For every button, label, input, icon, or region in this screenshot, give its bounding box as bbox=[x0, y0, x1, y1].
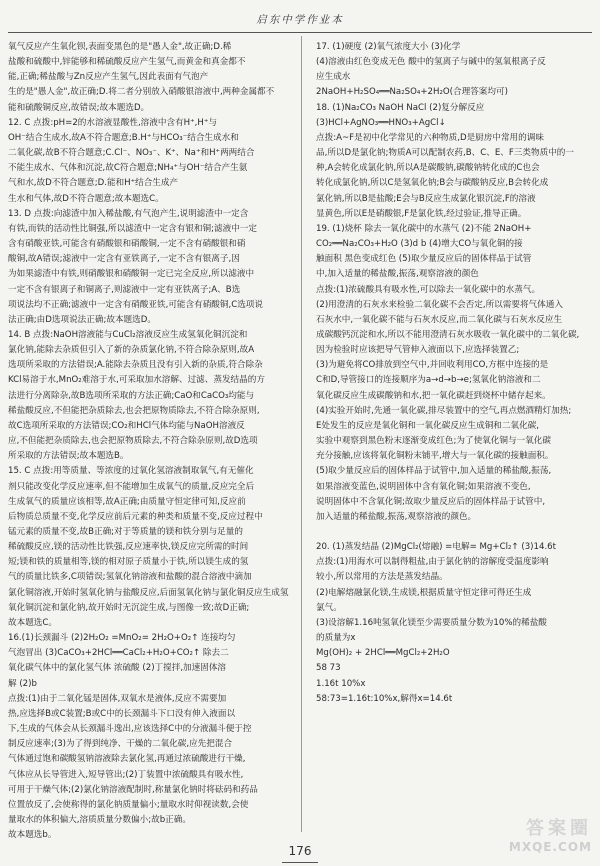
text-line: 短;镁和铁的质量相等,镁的相对原子质量小于铁,所以镁生成的氢 bbox=[8, 557, 249, 568]
text-line: (3)设溶解1.16吨氢氧化镁至少需要质量分数为10%的稀盐酸 bbox=[316, 617, 547, 628]
text-line: 为如果滤渣中有铁,则硝酸银和硝酸铜一定已完全反应,所以滤液中 bbox=[8, 269, 255, 280]
text-line: KCl易溶于水,MnO₂难溶于水,可采取加水溶解、过滤、蒸发结晶的方 bbox=[8, 375, 265, 386]
text-line: 转化成氯化钠,所以C是氢氧化钠;B会与碳酸钠反应,B会转化成 bbox=[316, 178, 549, 189]
text-line: 气和水,故D不符合题意;D.能和H⁺结合生成产 bbox=[8, 178, 179, 189]
text-line: 项说法均不正确;滤液中一定含有硝酸亚铁,可能含有硝酸铜,C选项说 bbox=[8, 299, 263, 310]
text-line: 2NaOH+H₂SO₄══Na₂SO₄+2H₂O(合理答案均可) bbox=[316, 87, 508, 98]
text-line: 58 73 bbox=[316, 663, 341, 674]
page-number: 176 bbox=[288, 844, 312, 858]
text-line: 因为检验时应该把导气管伸入液面以下,应选择装置乙; bbox=[316, 345, 520, 356]
page-number-rule bbox=[282, 862, 318, 863]
text-line: (2)电解熔融氯化镁,生成镁,根据质量守恒定律可得还生成 bbox=[316, 587, 532, 598]
left-column bbox=[8, 40, 289, 841]
text-line: 所采取的方法错误;故本题选B。 bbox=[8, 451, 129, 462]
text-line: CO₂══Na₂CO₃+H₂O (3)d b (4)增大CO与氧化铜的接 bbox=[316, 239, 523, 250]
text-line: 1.16t 10%x bbox=[316, 678, 366, 689]
text-line: 种,A会转化成氯化钠,所以A是碳酸钠,碳酸钠转化成的C也会 bbox=[316, 163, 540, 174]
text-line: OH⁻结合生成水,故A不符合题意;B.H⁺与HCO₃⁻结合生成水和 bbox=[8, 132, 239, 143]
text-line: 触面积 黑色变成红色 (5)取少量反应后的固体样品于试管 bbox=[316, 254, 532, 265]
text-line: 品,所以D是氯化钠;物质A可以配制农药,B、C、E、F三类物质中的一 bbox=[316, 148, 574, 159]
text-line: 位置放反了,会使称得的氯化钠质量偏小;量取水时仰视读数,会使 bbox=[8, 799, 249, 810]
text-line: 氧化碳反应生成碳酸钠和水,把一氧化碳赶到烧杯中储存起来。 bbox=[316, 390, 551, 401]
text-line: 成碳酸钙沉淀和水,所以不能用澄清石灰水吸收一氧化碳中的二氧化碳, bbox=[316, 329, 580, 340]
text-line: 实验中观察到黑色粉末逐渐变成红色;为了使氧化铜与一氧化碳 bbox=[316, 436, 551, 447]
text-line bbox=[316, 525, 592, 540]
text-line: 58:73=1.16t:10%x,解得x=14.6t bbox=[316, 693, 453, 704]
watermark bbox=[472, 814, 592, 862]
text-line: 气体通过饱和碳酸氢钠溶液除去氯化氢,再通过浓硫酸进行干燥, bbox=[8, 754, 246, 765]
text-line: (4)实验开始时,先通一氧化碳,排尽装置中的空气,再点燃酒精灯加热; bbox=[316, 405, 572, 416]
text-line: 法正确;由D选项说法正确;故本题选D。 bbox=[8, 314, 156, 325]
text-line: 故本题选C。 bbox=[8, 617, 57, 628]
text-line: 下,生成的气体会从长颈漏斗逸出,应该选择C中的分液漏斗便于控 bbox=[8, 724, 252, 735]
text-line: 后物质总质量不变,化学反应前后元素的种类和质量不变,反应过程中 bbox=[8, 511, 263, 522]
text-line: 热,应选择B或C装置;B或C中的长颈漏斗下口没有伸入液面以 bbox=[8, 708, 236, 719]
text-line: 如果溶液变蓝色,说明固体中含有氧化铜;如果溶液不变色, bbox=[316, 481, 531, 492]
text-line: 生成氧气的质量应该相等,故A正确;由质量守恒定律可知,反应前 bbox=[8, 496, 246, 507]
text-line: 气的质量比铁多,C项错误;氢氧化钠溶液和盐酸的混合溶液中滴加 bbox=[8, 572, 252, 583]
text-line: (4)溶液由红色变成无色 酸中的氢离子与碱中的氢氧根离子反 bbox=[316, 57, 546, 68]
text-line: 二氧化碳,故B不符合题意;C.Cl⁻、NO₃⁻、K⁺、Na⁺和H⁺两两结合 bbox=[8, 148, 255, 159]
text-line: 酸铜,故A错误;滤液中一定含有亚铁离子,一定不含有银离子,因 bbox=[8, 254, 240, 265]
text-line: 氧化碳气体中的氯化氢气体 浓硫酸 (2)丁搅拌,加速固体溶 bbox=[8, 663, 227, 674]
text-line: 13. D 点拨:向滤渣中加入稀盐酸,有气泡产生,说明滤渣中一定含 bbox=[8, 208, 249, 219]
text-line: 点拨:(1)浓硫酸具有吸水性,可以除去一氧化碳中的水蒸气。 bbox=[316, 284, 541, 295]
text-line: 显黄色,所以E是硝酸银,F是氯化铁,经过验证,推导正确。 bbox=[316, 208, 527, 219]
text-line: 盐酸和硫酸中,锌能够和稀硫酸反应产生氢气,而黄金和真金都不 bbox=[8, 57, 246, 68]
text-line: 点拨:(1)由于二氧化锰是固体,双氧水是液体,反应不需要加 bbox=[8, 693, 227, 704]
text-line: 有铁,而铁的活动性比铜强,所以滤渣中一定含有银和铜;滤液中一定 bbox=[8, 223, 257, 234]
text-line: 含有硝酸亚铁,可能含有硝酸银和硝酸铜,一定不含有硝酸银和硝 bbox=[8, 239, 246, 250]
text-line: 说明固体中不含氧化铜;故取少量反应后的固体样品于试管中, bbox=[316, 496, 546, 507]
text-line: 故本题选b。 bbox=[8, 830, 57, 841]
text-line: 17. (1)硬度 (2)氧气浓度大小 (3)化学 bbox=[316, 42, 461, 52]
text-line: (2)用澄清的石灰水来检验二氧化碳不会否定,所以需要将气体通入 bbox=[316, 299, 563, 310]
text-line: 较小,所以常用的方法是蒸发结晶。 bbox=[316, 572, 448, 583]
text-line: 制反应速率;(3)为了得到纯净、干燥的二氧化碳,应先把混合 bbox=[8, 739, 233, 750]
text-line: 气泡冒出 (3)CaCO₃+2HCl══CaCl₂+H₂O+CO₂↑ 除去二 bbox=[8, 648, 229, 659]
book-title: 启东中学作业本 bbox=[256, 14, 344, 26]
text-line: Mg(OH)₂ + 2HCl══MgCl₂+2H₂O bbox=[316, 648, 450, 659]
text-line: 生的是"愚人金",故正确;D.将二者分别放入硝酸银溶液中,两种金属都不 bbox=[8, 87, 275, 98]
text-line: 充分接触,应该将氧化铜粉末铺平,增大与一氧化碳的接触面积。 bbox=[316, 451, 554, 462]
text-line: 点拨:(1)用海水可以制得粗盐,由于氯化钠的溶解度受温度影响 bbox=[316, 557, 549, 568]
text-line: 20. (1)蒸发结晶 (2)MgCl₂(熔融) =电解= Mg+Cl₂↑ (3)14.6t bbox=[316, 542, 557, 553]
right-column bbox=[316, 40, 592, 830]
column-divider bbox=[301, 36, 302, 832]
text-line: 12. C 点拨:pH=2的水溶液显酸性,溶液中含有H⁺,H⁺与 bbox=[8, 117, 217, 128]
text-line: 剂只能改变化学反应速率,但不能增加生成氧气的质量,反应完全后 bbox=[8, 481, 255, 492]
text-line: 法进行分离除杂,故B选项所采取的方法正确;CaO和CaCO₃均能与 bbox=[8, 390, 255, 401]
text-line: 应生成水 bbox=[316, 72, 351, 83]
text-line: 锰元素的质量不变,故B正确;对于等质量的镁和铁分别与足量的 bbox=[8, 527, 243, 537]
watermark-title: 答案圈 bbox=[526, 818, 592, 839]
text-line: 生水和气体,故D不符合题意;故本题选C。 bbox=[8, 193, 164, 204]
text-line: 稀硫酸反应,镁的活动性比铁强,反应速率快,镁反应完所需的时间 bbox=[8, 542, 249, 553]
text-line: 稀盐酸反应,不但能把杂质除去,也会把原物质除去,不符合除杂原则, bbox=[8, 405, 260, 416]
text-line: 气体应从长导管进入,短导管出;(2)丁装置中浓硫酸具有吸水性, bbox=[8, 769, 244, 780]
page-header bbox=[0, 0, 600, 36]
text-line: 量取水的体积偏大,溶质质量分数偏小;故b正确。 bbox=[8, 814, 191, 825]
text-line: E处发生的反应是氧化铜和一氧化碳反应生成铜和二氧化碳, bbox=[316, 420, 540, 431]
header-rule bbox=[8, 32, 592, 33]
text-line: 选项所采取的方法错误;A.能除去杂质且没有引入新的杂质,符合除杂 bbox=[8, 360, 263, 371]
text-line: (3)为避免将CO排放到空气中,并回收利用CO,方框中连接的是 bbox=[316, 360, 549, 371]
watermark-url: MXQE.COM bbox=[508, 840, 592, 854]
text-line: 14. B 点拨:NaOH溶液能与CuCl₂溶液反应生成氢氧化铜沉淀和 bbox=[8, 329, 248, 340]
text-line: 石灰水中,一氧化碳不能与石灰水反应,而二氧化碳与石灰水反应生 bbox=[316, 314, 563, 325]
text-line: 能和硫酸铜反应,故错误;故本题选D。 bbox=[8, 102, 150, 113]
text-line: C和D,导管接口的连接顺序为a→d→b→e;氢氧化钠溶液和二 bbox=[316, 375, 541, 386]
text-line: 氯气。 bbox=[316, 602, 342, 613]
text-line: 不能生成水、气体和沉淀,故C符合题意;NH₄⁺与OH⁻结合产生氨 bbox=[8, 163, 248, 174]
text-line: 的质量为x bbox=[316, 633, 356, 644]
text-line: 中,加入适量的稀盐酸,振荡,观察溶液的颜色 bbox=[316, 269, 479, 280]
text-line: 应,不但能把杂质除去,也会把原物质除去,不符合除杂原则,故D选项 bbox=[8, 436, 258, 447]
text-line: 可用于干燥气体;(2)氯化钠溶液配制时,称量氯化钠时将砝码和药品 bbox=[8, 784, 258, 795]
text-line: 故C选项所采取的方法错误;CO₂和HCl气体均能与NaOH溶液反 bbox=[8, 420, 245, 431]
text-line: 氯化钠,所以B是盐酸;E会与B反应生成氯化银沉淀,F的溶液 bbox=[316, 193, 536, 204]
text-line: 18. (1)Na₂CO₃ NaOH NaCl (2)复分解反应 bbox=[316, 102, 485, 113]
text-line: 加入适量的稀盐酸,振荡,观察溶液的颜色。 bbox=[316, 511, 477, 522]
text-line: (3)HCl+AgNO₃══HNO₃+AgCl↓ bbox=[316, 117, 446, 128]
text-line: 15. C 点拨:用等质量、等浓度的过氧化氢溶液制取氧气,有无催化 bbox=[8, 466, 254, 477]
text-line: 氧化铜沉淀和氯化钠,故开始时无沉淀生成,与图像一致;故D正确; bbox=[8, 602, 250, 613]
text-line: 解 (2)b bbox=[8, 678, 37, 689]
text-line: (5)取少量反应后的固体样品于试管中,加入适量的稀盐酸,振荡, bbox=[316, 466, 552, 477]
text-line: 一定不含有银离子和铜离子,则滤液中一定有亚铁离子;A、B选 bbox=[8, 284, 241, 295]
text-line: 点拨:A~F是初中化学常见的六种物质,D是厨房中常用的调味 bbox=[316, 132, 544, 143]
text-line: 16.(1)长颈漏斗 (2)2H₂O₂ =MnO₂= 2H₂O+O₂↑ 连接均匀 bbox=[8, 633, 236, 644]
text-line: 能,正确;稀盐酸与Zn反应产生氢气,因此表面有气泡产 bbox=[8, 72, 209, 83]
text-line: 氧气反应产生氧化钡,表面变黑色的是"愚人金",故正确;D.稀 bbox=[8, 42, 232, 52]
text-line: 19. (1)烧杯 除去一氧化碳中的水蒸气 (2)不能 2NaOH+ bbox=[316, 223, 532, 234]
text-line: 氯化铜溶液,开始时氢氧化钠与盐酸反应,后面氢氧化钠与氯化铜反应生成氢 bbox=[8, 587, 289, 598]
text-line: 氯化钠,能除去杂质但引入了新的杂质氯化钠,不符合除杂原则,故A bbox=[8, 345, 255, 356]
